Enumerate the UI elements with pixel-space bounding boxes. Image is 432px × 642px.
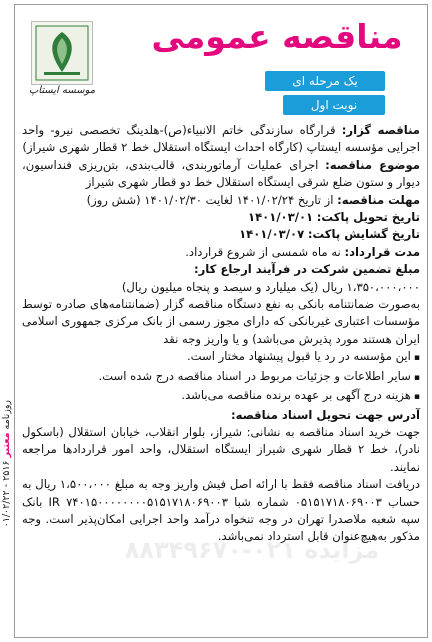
newspaper-caption	[0, 400, 14, 636]
notes-list	[22, 348, 420, 406]
list-item: ▪ این مؤسسه در رد یا قبول پیشنهاد مختار است.	[22, 348, 420, 367]
subject-paragraph	[22, 157, 420, 192]
logo	[31, 21, 93, 85]
opening-date: ۱۴۰۱/۰۳/۰۷	[239, 227, 305, 242]
duration-paragraph	[22, 244, 420, 261]
subject-text: اجرای عملیات آرماتوربندی، قالب‌بندی، بتن‌ریزی فنداسیون، دیوار و ستون ضلع شرقی ایستگاه استقلال خط دو قطار شهری شیراز	[22, 157, 420, 190]
address-text: جهت خرید اسناد مناقصه به نشانی: شیراز، بلوار انقلاب، خیابان استقلال (باسکول نادر)، خط ۲ قطار شهری شیراز ایستگاه استقلال، واحد امور قراردادها مراجعه نمایند.	[22, 424, 420, 474]
duration-label: مدت قرارداد:	[344, 244, 420, 259]
logo-emblem-icon	[32, 22, 92, 84]
opening-paragraph	[22, 226, 420, 243]
guarantee-heading: مبلغ تضمین شرکت در فرآیند ارجاع کار:	[194, 262, 420, 277]
newspaper-brand: معتبر	[1, 432, 12, 458]
client-paragraph	[22, 122, 420, 157]
round-badge: نوبت اول	[283, 95, 385, 115]
side-caption	[0, 400, 14, 636]
page-title: مناقصه عمومی	[151, 17, 403, 56]
guarantee-text: به‌صورت ضمانتنامه بانکی به نفع دستگاه مناقصه گزار (ضمانتنامه‌های صادره توسط مؤسسات اعتباری غیربانکی که دارای مجوز رسمی از بانک مرکزی جمهوری اسلامی ایران هستند مورد پذیرش می‌باشد) و یا واریز وجه نقد	[22, 297, 420, 346]
opening-label: تاریخ گشایش پاکت:	[307, 227, 420, 242]
deadline-text: از تاریخ ۱۴۰۱/۰۲/۲۴ لغایت ۱۴۰۱/۰۲/۳۰ (شش روز)	[86, 192, 334, 207]
newspaper-label: روزنامه	[1, 400, 12, 430]
client-text: قرارگاه سازندگی خاتم الانبیاء(ص)-هلدینگ تخصصی نیرو- واحد اجرایی مؤسسه ایستاپ (کارگاه احداث ایستگاه استقلال خط ۲ قطار شهری شیراز)	[22, 123, 420, 155]
guarantee-amount: ۱،۳۵۰،۰۰۰،۰۰۰ ریال (یک میلیارد و سیصد و پنجاه میلیون ریال)	[121, 279, 420, 294]
duration-text: نه ماه شمسی از شروع قرارداد.	[185, 244, 341, 259]
list-item: ▪ سایر اطلاعات و جزئیات مربوط در اسناد مناقصه درج شده است.	[22, 368, 420, 387]
deadline-paragraph	[22, 192, 420, 209]
delivery-paragraph	[22, 209, 420, 226]
logo-caption: موسسه ایستاپ	[28, 85, 96, 96]
watermark: مزایده ۰۲۱-۸۸۳۴۹۶۷۰	[124, 536, 380, 564]
payment-text: دریافت اسناد مناقصه فقط با ارائه اصل فیش واریز وجه به مبلغ ۱،۵۰۰،۰۰۰ ریال به حساب ۰۵۱۵۱۷۱۸۰۶۹۰۰۳ شماره شبا IR ۷۴۰۱۵۰۰۰۰۰۰۰۰۵۱۵۱۷۱۸۰۶۹۰۰۳ بانک سپه شعبه ملاصدرا تهران در وجه تنخواه درآمد واحد اجرایی امکان‌پذیر است. وجه مذکور به‌هیچ‌عنوان قابل استرداد نمی‌باشد.	[22, 477, 420, 544]
list-item: ▪ هزینه درج آگهی بر عهده برنده مناقصه می‌باشد.	[22, 387, 420, 406]
delivery-date: ۱۴۰۱/۰۳/۰۱	[248, 210, 314, 225]
delivery-label: تاریخ تحویل پاکت:	[316, 210, 420, 225]
subject-label: موضوع مناقصه:	[325, 157, 420, 172]
client-label: مناقصه گزار:	[341, 123, 420, 137]
address-heading: آدرس جهت تحویل اسناد مناقصه:	[230, 407, 420, 422]
announcement-body	[22, 122, 420, 634]
deadline-label: مهلت مناقصه:	[337, 192, 420, 207]
header	[15, 5, 427, 117]
issue-number: ۲۵۱۶ - ۰۱/۰۲/۲۲	[1, 460, 12, 528]
tender-type-badge: یک مرحله ای	[265, 71, 385, 91]
